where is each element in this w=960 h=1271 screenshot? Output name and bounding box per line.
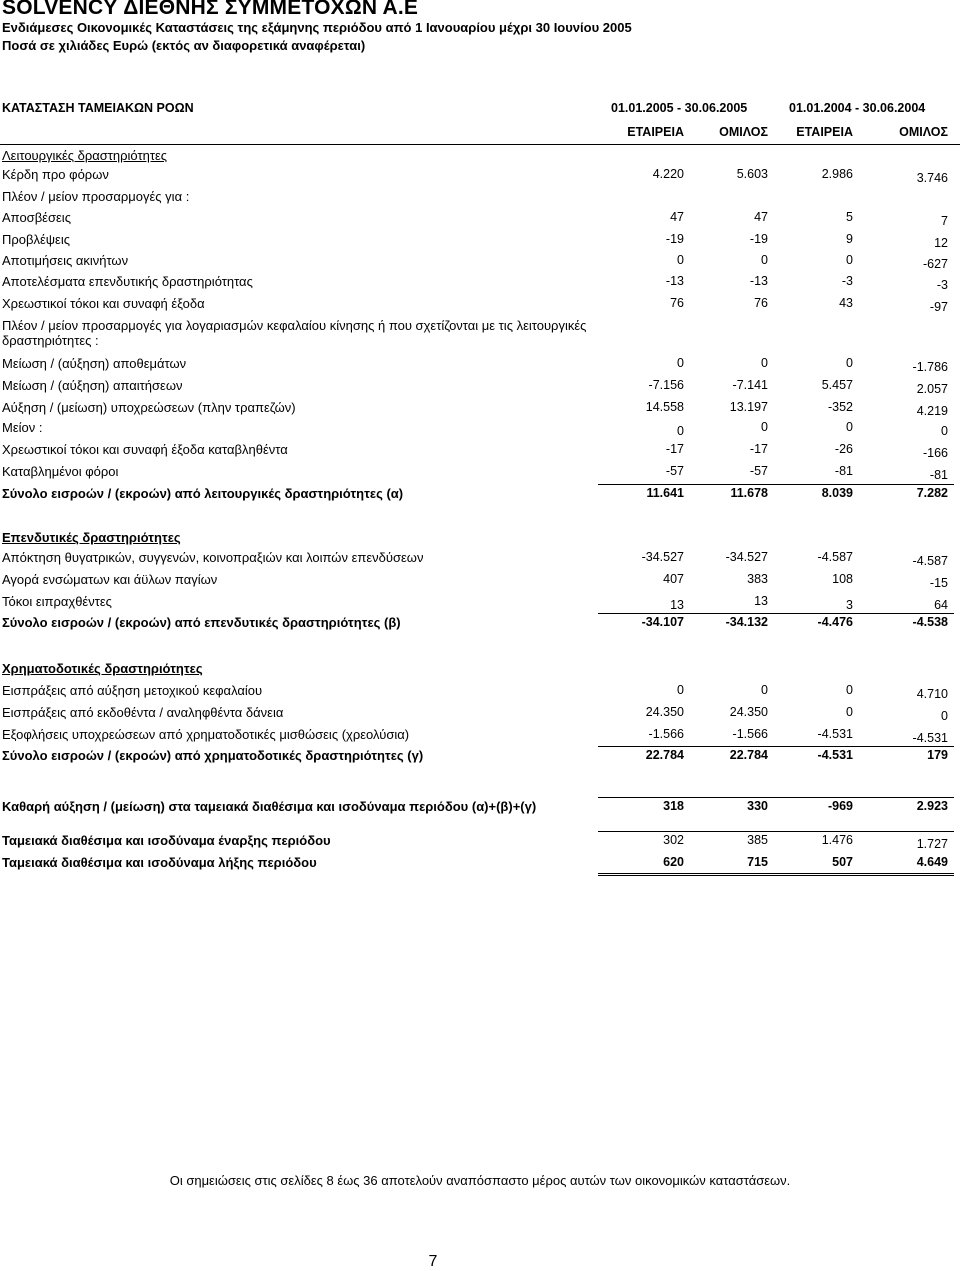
value-company-2005: 11.641 <box>646 486 684 500</box>
value-group-2004: 7.282 <box>916 486 948 500</box>
table-row <box>0 594 960 614</box>
table-row <box>0 705 960 725</box>
value-company-2005: -34.527 <box>641 550 684 564</box>
company-title: SOLVENCY ΔΙΕΘΝΗΣ ΣΥΜΜΕΤΟΧΩΝ Α.Ε <box>2 0 419 19</box>
value-group-2005: 5.603 <box>736 167 768 181</box>
value-company-2005: 318 <box>663 799 684 813</box>
value-company-2004: -352 <box>827 400 853 414</box>
value-company-2004: 5.457 <box>821 378 853 392</box>
table-row <box>0 232 960 252</box>
value-company-2005: 24.350 <box>645 705 684 719</box>
value-group-2005: 385 <box>747 833 768 847</box>
value-group-2005: 13.197 <box>729 400 768 414</box>
table-row <box>0 486 960 506</box>
value-group-2005: 383 <box>747 572 768 586</box>
table-row <box>0 318 960 348</box>
table-row <box>0 727 960 747</box>
value-group-2004: 2.057 <box>916 382 948 396</box>
row-label: Κέρδη προ φόρων <box>2 167 109 182</box>
period-2004-header: 01.01.2004 - 30.06.2004 <box>789 101 926 115</box>
value-group-2004: 12 <box>934 236 948 250</box>
value-group-2005: 0 <box>761 253 768 267</box>
value-company-2004: 43 <box>839 296 853 310</box>
value-group-2004: -81 <box>929 468 948 482</box>
value-company-2004: -81 <box>834 464 853 478</box>
column-header-group-2005: ΟΜΙΛΟΣ <box>719 125 768 139</box>
value-company-2004: 2.986 <box>821 167 853 181</box>
row-label: Χρεωστικοί τόκοι και συναφή έξοδα <box>2 296 205 311</box>
value-company-2005: 0 <box>677 424 684 438</box>
value-company-2004: -4.476 <box>817 615 853 629</box>
value-group-2005: -34.527 <box>725 550 768 564</box>
value-group-2004: 4.219 <box>916 404 948 418</box>
subtotal-rule <box>598 484 954 485</box>
row-label: Σύνολο εισροών / (εκροών) από χρηματοδοτικές δραστηριότητες (γ) <box>2 748 424 763</box>
value-company-2004: 0 <box>846 420 853 434</box>
value-company-2005: 47 <box>670 210 684 224</box>
table-row <box>0 274 960 294</box>
value-company-2004: 108 <box>832 572 853 586</box>
value-company-2005: 620 <box>663 855 684 869</box>
value-group-2005: 0 <box>761 683 768 697</box>
row-label: Εξοφλήσεις υποχρεώσεων από χρηματοδοτικές μισθώσεις (χρεολύσια) <box>2 727 410 742</box>
value-company-2005: 0 <box>677 253 684 267</box>
value-group-2005: 24.350 <box>729 705 768 719</box>
column-header-group-2004: ΟΜΙΛΟΣ <box>899 125 948 139</box>
report-subtitle: Ενδιάμεσες Οικονομικές Καταστάσεις της εξάμηνης περιόδου από 1 Ιανουαρίου μέχρι 30 Ιουνίου 2005 <box>2 20 632 35</box>
page-number: 7 <box>428 1253 438 1270</box>
value-group-2005: -34.132 <box>725 615 768 629</box>
table-row <box>0 748 960 768</box>
section-operating-heading: Λειτουργικές δραστηριότητες <box>2 148 168 163</box>
table-row <box>0 189 960 209</box>
value-group-2004: 7 <box>941 214 948 228</box>
value-group-2004: -166 <box>922 446 948 460</box>
value-group-2005: 0 <box>761 356 768 370</box>
value-company-2005: -19 <box>665 232 684 246</box>
value-company-2004: 507 <box>832 855 853 869</box>
value-company-2004: 1.476 <box>821 833 853 847</box>
table-row <box>0 296 960 316</box>
value-group-2005: 13 <box>754 594 768 608</box>
row-label: Τόκοι ειπραχθέντες <box>2 594 112 609</box>
value-group-2004: 4.649 <box>916 855 948 869</box>
value-group-2004: 3.746 <box>916 171 948 185</box>
row-label: Χρεωστικοί τόκοι και συναφή έξοδα καταβληθέντα <box>2 442 288 457</box>
table-row <box>0 855 960 875</box>
table-row <box>0 550 960 570</box>
subtotal-rule <box>598 746 954 747</box>
table-row <box>0 799 960 819</box>
table-row <box>0 464 960 484</box>
row-label: Ταμειακά διαθέσιμα και ισοδύναμα λήξης περιόδου <box>2 855 317 870</box>
row-label: Πλέον / μείον προσαρμογές για λογαριασμών κεφαλαίου κίνησης ή που σχετίζονται με τις λειτουργικές δραστηριότητες : <box>2 318 587 348</box>
row-label: Εισπράξεις από αύξηση μετοχικού κεφαλαίου <box>2 683 263 698</box>
value-company-2004: 0 <box>846 253 853 267</box>
value-group-2005: -13 <box>749 274 768 288</box>
subtotal-rule <box>598 831 954 832</box>
value-company-2004: 0 <box>846 683 853 697</box>
value-company-2005: 13 <box>670 598 684 612</box>
value-company-2004: 0 <box>846 705 853 719</box>
table-row <box>0 210 960 230</box>
row-label: Αποτελέσματα επενδυτικής δραστηριότητας <box>2 274 253 289</box>
table-row <box>0 683 960 703</box>
column-header-company-2005: ΕΤΑΙΡΕΙΑ <box>627 125 684 139</box>
row-label: Αποσβέσεις <box>2 210 71 225</box>
total-double-rule <box>598 873 954 876</box>
value-group-2005: -7.141 <box>732 378 768 392</box>
value-company-2005: 302 <box>663 833 684 847</box>
table-row <box>0 572 960 592</box>
row-label: Εισπράξεις από εκδοθέντα / αναληφθέντα δάνεια <box>2 705 284 720</box>
value-group-2005: 11.678 <box>730 486 768 500</box>
value-company-2004: -4.587 <box>817 550 853 564</box>
value-company-2005: -57 <box>665 464 684 478</box>
table-row <box>0 167 960 187</box>
period-2005-header: 01.01.2005 - 30.06.2005 <box>611 101 748 115</box>
row-label: Καθαρή αύξηση / (μείωση) στα ταμειακά διαθέσιμα και ισοδύναμα περιόδου (α)+(β)+(γ) <box>2 799 537 814</box>
row-label: Προβλέψεις <box>2 232 71 247</box>
value-company-2005: 0 <box>677 356 684 370</box>
value-company-2005: 0 <box>677 683 684 697</box>
subtotal-rule <box>598 613 954 614</box>
value-company-2005: -34.107 <box>641 615 684 629</box>
value-company-2004: -4.531 <box>817 727 853 741</box>
table-row <box>0 442 960 462</box>
column-header-company-2004: ΕΤΑΙΡΕΙΑ <box>796 125 853 139</box>
value-company-2004: 8.039 <box>821 486 853 500</box>
value-group-2004: 179 <box>927 748 948 762</box>
section-investing-heading: Επενδυτικές δραστηριότητες <box>2 530 181 545</box>
value-company-2004: -3 <box>841 274 853 288</box>
row-label: Καταβλημένοι φόροι <box>2 464 119 479</box>
value-group-2004: -97 <box>929 300 948 314</box>
row-label: Μείωση / (αύξηση) απαιτήσεων <box>2 378 183 393</box>
row-label: Σύνολο εισροών / (εκροών) από λειτουργικές δραστηριότητες (α) <box>2 486 404 501</box>
value-group-2004: -1.786 <box>912 360 948 374</box>
value-company-2005: -13 <box>665 274 684 288</box>
value-company-2004: 5 <box>846 210 853 224</box>
value-company-2004: -4.531 <box>817 748 853 762</box>
statement-title: ΚΑΤΑΣΤΑΣΗ ΤΑΜΕΙΑΚΩΝ ΡΟΩΝ <box>2 101 194 115</box>
value-group-2005: -57 <box>749 464 768 478</box>
value-company-2005: -17 <box>665 442 684 456</box>
value-group-2005: -17 <box>749 442 768 456</box>
row-label: Αγορά ενσώματων και άϋλων παγίων <box>2 572 218 587</box>
value-group-2004: 1.727 <box>916 837 948 851</box>
table-row <box>0 833 960 853</box>
value-group-2004: 0 <box>941 424 948 438</box>
table-row <box>0 400 960 420</box>
row-label: Ταμειακά διαθέσιμα και ισοδύναμα έναρξης περιόδου <box>2 833 331 848</box>
row-label: Μείον : <box>2 420 43 435</box>
value-group-2004: -627 <box>922 257 948 271</box>
value-group-2004: -4.531 <box>912 731 948 745</box>
value-group-2005: -19 <box>749 232 768 246</box>
value-company-2005: 4.220 <box>652 167 684 181</box>
section-financing-heading: Χρηματοδοτικές δραστηριότητες <box>2 661 203 676</box>
value-group-2004: -4.587 <box>912 554 948 568</box>
table-row <box>0 356 960 376</box>
value-group-2005: 0 <box>761 420 768 434</box>
value-group-2005: -1.566 <box>732 727 768 741</box>
value-company-2004: -969 <box>827 799 853 813</box>
subtotal-rule <box>598 797 954 798</box>
row-label: Σύνολο εισροών / (εκροών) από επενδυτικές δραστηριότητες (β) <box>2 615 401 630</box>
value-company-2005: 14.558 <box>645 400 684 414</box>
value-group-2005: 47 <box>754 210 768 224</box>
value-group-2004: 2.923 <box>916 799 948 813</box>
value-company-2004: -26 <box>834 442 853 456</box>
value-company-2005: 76 <box>670 296 684 310</box>
footer-note: Οι σημειώσεις στις σελίδες 8 έως 36 αποτελούν αναπόσπαστο μέρος αυτών των οικονομικών καταστάσεων. <box>169 1173 791 1188</box>
currency-note: Ποσά σε χιλιάδες Ευρώ (εκτός αν διαφορετικά αναφέρεται) <box>2 38 366 53</box>
table-row <box>0 378 960 398</box>
value-group-2005: 22.784 <box>729 748 768 762</box>
row-label: Απόκτηση θυγατρικών, συγγενών, κοινοπραξιών και λοιπών επενδύσεων <box>2 550 424 565</box>
value-group-2005: 330 <box>747 799 768 813</box>
row-label: Αύξηση / (μείωση) υποχρεώσεων (πλην τραπεζών) <box>2 400 296 415</box>
value-company-2005: -1.566 <box>648 727 684 741</box>
value-group-2004: 64 <box>934 598 948 612</box>
table-row <box>0 420 960 440</box>
value-company-2005: 22.784 <box>645 748 684 762</box>
value-group-2004: -4.538 <box>912 615 948 629</box>
value-company-2004: 9 <box>846 232 853 246</box>
row-label: Αποτιμήσεις ακινήτων <box>2 253 129 268</box>
table-row <box>0 615 960 635</box>
value-company-2005: 407 <box>663 572 684 586</box>
value-group-2004: -15 <box>929 576 948 590</box>
value-company-2004: 0 <box>846 356 853 370</box>
value-group-2004: -3 <box>936 278 948 292</box>
value-group-2004: 4.710 <box>916 687 948 701</box>
row-label: Μείωση / (αύξηση) αποθεμάτων <box>2 356 187 371</box>
table-row <box>0 253 960 273</box>
value-group-2005: 76 <box>754 296 768 310</box>
value-company-2005: -7.156 <box>648 378 684 392</box>
row-label: Πλέον / μείον προσαρμογές για : <box>2 189 190 204</box>
value-group-2004: 0 <box>941 709 948 723</box>
header-rule <box>0 144 960 145</box>
value-group-2005: 715 <box>747 855 768 869</box>
value-company-2004: 3 <box>846 598 853 612</box>
